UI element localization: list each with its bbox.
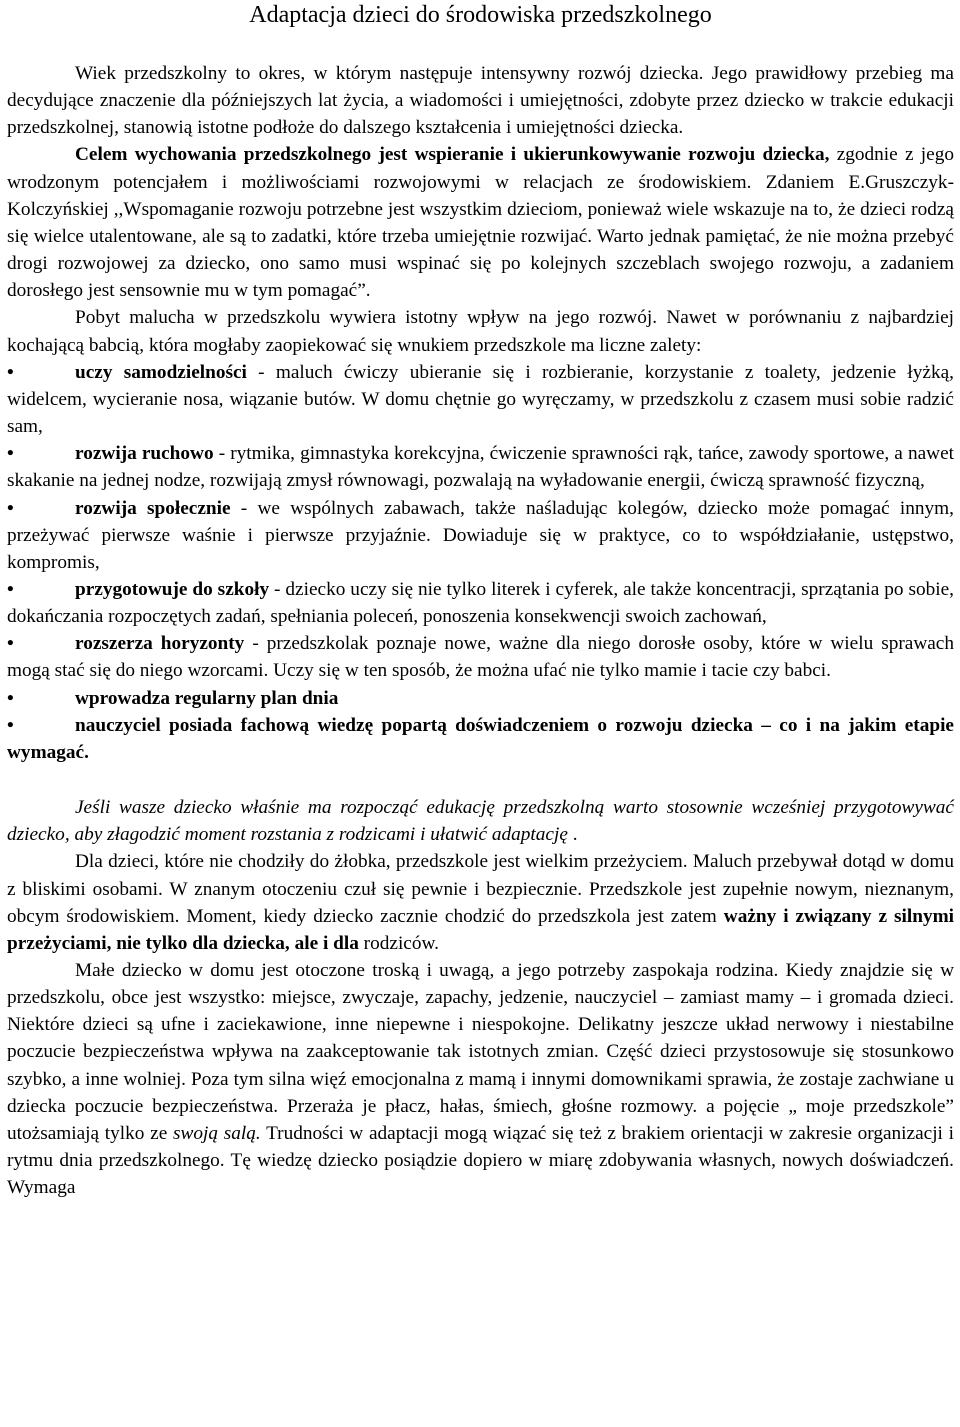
bullet-term: rozszerza horyzonty (75, 633, 245, 655)
bullet-item-schedule (7, 685, 954, 712)
bullet-term: rozwija ruchowo (75, 443, 214, 465)
italic-advice-text: Jeśli wasze dziecko właśnie ma rozpocząć edukację przedszkolną warto stosownie wcześniej przygotowywać dziecko, aby złagodzić moment rozstania z rodzicami i ułatwić adaptację (7, 797, 954, 846)
bullet-text: - rytmika, gimnastyka korekcyjna, ćwiczenie sprawności rąk, tańce, zawody sportowe, a nawet skakanie na jednej nodze, rozwijają zmysł równowagi, pozwalają na wyładowanie energii, ćwiczą sprawność fizyczną, (7, 443, 954, 492)
bullet-dot: • (7, 443, 14, 465)
bullet-term: przygotowuje do szkoły (75, 578, 270, 600)
bullet-text: - we wspólnych zabawach, także naśladując kolegów, dziecko może pomagać innym, przeżywać pierwsze waśnie i pierwsze przyjaźnie. Dowiaduje się w praktyce, co to współdziałanie, ustępstwo, kompromis, (7, 497, 954, 573)
bullet-text: - dziecko uczy się nie tylko literek i cyferek, ale także koncentracji, sprzątania po sobie, dokańczania rozpoczętych zadań, spełniania poleceń, ponoszenia konsekwencji swoich zachowań, (7, 578, 954, 628)
bullet-dot: • (7, 497, 14, 519)
intro-paragraph: Wiek przedszkolny to okres, w którym następuje intensywny rozwój dziecka. Jego prawidłowy przebieg ma decydujące znaczenie dla późniejszych lat życia, a wiadomości i umiejętności, zdobyte przez dziecko w trakcie edukacji przedszkolnej, stanowią istotne podłoże do dalszego kształcenia i umiejętności dziecka. (7, 63, 954, 139)
nursery-text: Dla dzieci, które nie chodziły do żłobka, przedszkole jest wielkim przeżyciem. Maluch przebywał dotąd w domu z bliskimi osobami. W znanym otoczeniu czuł się pewnie i bezpiecznie. Przedszkole jest zupełnie nowym, nieznanym, obcym środowiskiem. Moment, kiedy dziecko zacznie chodzić do przedszkola jest zatem (7, 851, 954, 927)
bullet-text: - przedszkolak poznaje nowe, ważne dla niego dorosłe osoby, które w wielu sprawach mogą stać się do niego wzorcami. Uczy się w ten sposób, że można ufać nie tylko mamie i tacie czy babci. (7, 633, 955, 682)
bullet-dot: • (7, 687, 14, 709)
bullet-item-motor (7, 440, 954, 494)
adaptation-text-end: Trudności w adaptacji mogą wiązać się też z brakiem orientacji w zakresie organizacji i rytmu dnia przedszkolnego. Tę wiedzę dziecko posiądzie dopiero w miarę zdobywania własnych, nowych doświadczeń. Wymaga (7, 1122, 954, 1199)
bullet-term: rozwija społecznie (75, 497, 231, 519)
adaptation-text: Małe dziecko w domu jest otoczone troską i uwagą, a jego potrzeby zaspokaja rodzina. Kiedy znajdzie się w przedszkolu, obce jest wszystko: miejsce, zwyczaje, zapachy, jedzenie, nauczyciel – zamiast mamy – i gromada dzieci. Niektóre dzieci są ufne i zaciekawione, inne niepewne i niespokojne. Delikatny jeszcze układ nerwowy i niestabilne poczucie bezpieczeństwa wpływa na zaakceptowanie tak istotnych zmian. Część dzieci przystosowuje się stosunkowo szybko, a inne wolniej. Poza tym silna więź emocjonalna z mamą i innymi domownikami sprawia, że zostaje zachwiane u dziecka poczucie bezpieczeństwa. Przeraża je płacz, hałas, śmiech, głośne rozmowy. a pojęcie „ moje przedszkole” utożsamiają tylko ze (7, 960, 954, 1144)
bullet-term: wprowadza regularny plan dnia (75, 687, 339, 709)
nursery-paragraph (7, 848, 954, 957)
adaptation-italic-text: swoją salą. (173, 1122, 261, 1144)
bullet-item-teacher (7, 712, 954, 766)
bullet-dot: • (7, 361, 14, 383)
bullet-item-social (7, 495, 954, 576)
bullet-term: uczy samodzielności (75, 361, 247, 383)
benefits-intro-paragraph: Pobyt malucha w przedszkolu wywiera istotny wpływ na jego rozwój. Nawet w porównaniu z najbardziej kochającą babcią, która mogłaby zaopiekować się wnukiem przedszkole ma liczne zalety: (7, 307, 954, 356)
nursery-bold-text: ważny i związany z silnymi przeżyciami, nie tylko dla dziecka, ale i dla (7, 905, 954, 954)
italic-advice-end: . (567, 824, 578, 846)
spacer (7, 29, 954, 60)
bullet-text: - maluch ćwiczy ubieranie się i rozbieranie, korzystanie z toalety, jedzenie łyżką, widelcem, wycieranie nosa, wiązanie butów. W domu chętnie go wyręczamy, w przedszkolu z czasem musi sobie radzić sam, (7, 361, 955, 438)
nursery-text-end: rodziców. (358, 932, 439, 954)
bullet-item-school (7, 576, 954, 630)
spacer (7, 766, 954, 794)
goal-paragraph (7, 141, 954, 304)
goal-text: zgodnie z jego wrodzonym potencjałem i możliwościami rozwojowymi w relacjach ze środowiskiem. Zdaniem E.Gruszczyk-Kolczyńskiej ,,Wspomaganie rozwoju potrzebne jest wszystkim dzieciom, ponieważ wiele wskazuje na to, że dzieci rodzą się wielce utalentowane, ale są to zadatki, które trzeba umiejętnie rozwijać. Warto jednak pamiętać, że nie można przebyć drogi rozwojowej za dziecko, ono samo musi wspinać się po kolejnych szczeblach swojego rozwoju, a zadaniem dorosłego jest sensownie mu w tym pomagać”. (7, 144, 954, 302)
bullet-dot: • (7, 578, 14, 600)
bullet-term: nauczyciel posiada fachową wiedzę popartą doświadczeniem o rozwoju dziecka – co i na jakim etapie wymagać. (7, 714, 954, 763)
bullet-item-independence (7, 359, 954, 440)
italic-advice-paragraph (7, 794, 954, 848)
bullet-dot: • (7, 633, 14, 655)
bullet-dot: • (7, 714, 14, 736)
document-title: Adaptacja dzieci do środowiska przedszkolnego (249, 2, 712, 28)
adaptation-paragraph (7, 957, 954, 1201)
goal-bold-text: Celem wychowania przedszkolnego jest wspieranie i ukierunkowywanie rozwoju dziecka, (75, 144, 830, 166)
bullet-item-horizons (7, 630, 954, 684)
